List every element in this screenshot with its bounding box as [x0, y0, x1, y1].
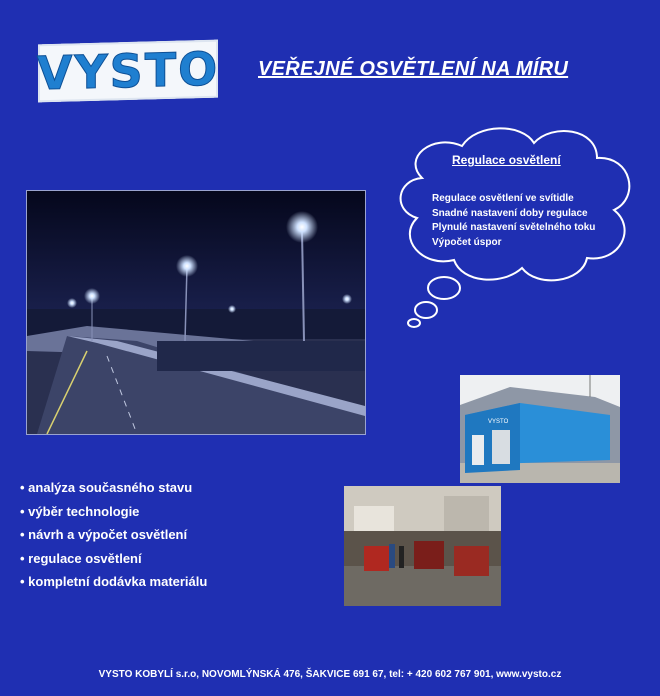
page-headline: VEŘEJNÉ OSVĚTLENÍ NA MÍRU: [258, 58, 569, 80]
svg-text:VYSTO: VYSTO: [488, 419, 509, 425]
service-item: • analýza současného stavu: [20, 480, 193, 495]
building-photo: [460, 375, 620, 483]
cloud-item: Snadné nastavení doby regulace: [432, 207, 588, 219]
cloud-title: Regulace osvětlení: [452, 153, 561, 167]
contact-footer: VYSTO KOBYLÍ s.r.o, NOVOMLÝNSKÁ 476, ŠAKVICE 691 67, tel: + 420 602 767 901, www.vysto.cz: [98, 669, 562, 680]
cloud-list: [432, 192, 595, 250]
service-item: • kompletní dodávka materiálu: [20, 574, 208, 589]
service-item: • regulace osvětlení: [20, 550, 142, 566]
services-list: [20, 480, 207, 598]
service-item: • návrh a výpočet osvětlení: [20, 527, 188, 542]
night-highway-photo: [26, 190, 366, 435]
service-item: • výběr technologie: [20, 503, 140, 519]
hall-interior-photo: [344, 486, 501, 606]
cloud-item: Výpočet úspor: [432, 236, 502, 248]
logo-text: VYSTO: [36, 41, 220, 101]
cloud-item: Plynulé nastavení světelného toku: [432, 222, 596, 233]
vysto-logo: [38, 40, 218, 103]
cloud-item: Regulace osvětlení ve svítidle: [432, 193, 574, 204]
